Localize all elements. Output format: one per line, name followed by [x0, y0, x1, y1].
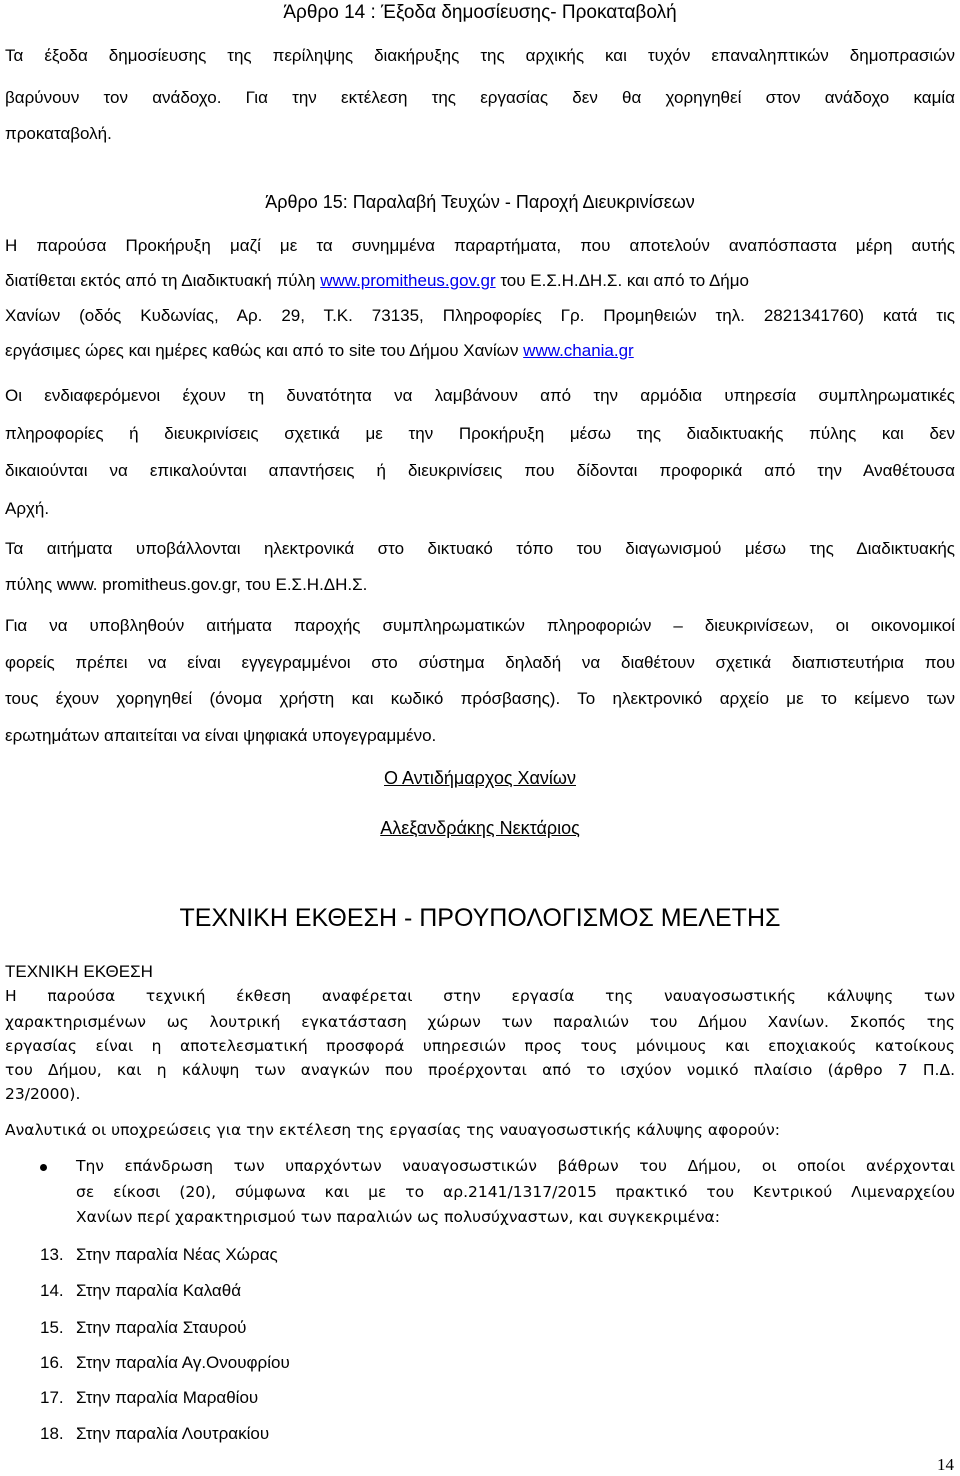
article-15-text-line: τους έχουν χορηγηθεί (όνομα χρήστη και κωδικό πρόσβασης). Το ηλεκτρονικό αρχείο με το κείμενο των [5, 689, 955, 708]
bullet-text-line: σε είκοσι (20), σύμφωνα και με το αρ.2141/1317/2015 πρακτικό του Κεντρικού Λιμεναρχείου [76, 1183, 955, 1201]
article-15-text-line: Τα αιτήματα υποβάλλονται ηλεκτρονικά στο δικτυακό τόπο του διαγωνισμού μέσω της Διαδικτυακής [5, 539, 955, 558]
beach-item [40, 1318, 246, 1338]
article-15-text: εργάσιμες ώρες και ημέρες καθώς και από το site του Δήμου Χανίων [5, 341, 524, 360]
beach-item [40, 1353, 290, 1373]
beach-item [40, 1388, 258, 1408]
article-15-text-line: δικαιούνται να επικαλούνται απαντήσεις ή διευκρινίσεις που δίδονται προφορικά από την Αναθέτουσα [5, 461, 955, 480]
beach-item [40, 1281, 241, 1301]
signature-name: Αλεξανδράκης Νεκτάριος [380, 818, 580, 838]
report-text-line: Αναλυτικά οι υποχρεώσεις για την εκτέλεση της εργασίας της ναυαγοσωστικής κάλυψης αφορούν: [5, 1121, 781, 1139]
article-15-text-line: φορείς πρέπει να είναι εγγεγραμμένοι στο σύστημα δηλαδή να διαθέτουν σχετικά διαπιστευτήρια που [5, 653, 955, 672]
article-14-text-line: Τα έξοδα δημοσίευσης της περίληψης διακήρυξης της αρχικής και τυχόν επαναληπτικών δημοπρασιών [5, 46, 955, 65]
article-14-text-line: βαρύνουν τον ανάδοχο. Για την εκτέλεση της εργασίας δεν θα χορηγηθεί στον ανάδοχο καμία [5, 88, 955, 107]
chania-link[interactable]: www.chania.gr [523, 341, 634, 360]
article-15-text-line [5, 271, 955, 291]
bullet-text-line: Χανίων περί χαρακτηρισμού των παραλιών ως πολυσύχναστων, και συγκεκριμένα: [76, 1208, 720, 1226]
report-text-line: χαρακτηρισμένων ως λουτρική εγκατάσταση χώρων των παραλιών του Δήμου Χανίων. Σκοπός της [5, 1013, 955, 1031]
beach-number: 14. [40, 1281, 64, 1300]
beach-text: Στην παραλία Μαραθίου [76, 1388, 259, 1407]
bullet-text-line: Την επάνδρωση των υπαρχόντων ναυαγοσωστικών βάθρων του Δήμου, οι οποίοι ανέρχονται [76, 1157, 955, 1175]
beach-number: 18. [40, 1424, 64, 1443]
report-text-line: Η παρούσα τεχνική έκθεση αναφέρεται στην εργασία της ναυαγοσωστικής κάλυψης των [5, 987, 955, 1005]
article-15-text: του Ε.Σ.Η.ΔΗ.Σ. και από το Δήμο [495, 271, 750, 290]
article-15-text-line: Για να υποβληθούν αιτήματα παροχής συμπληρωματικών πληροφοριών – διευκρινίσεων, οι οικονομικοί [5, 616, 955, 635]
article-14-title: Άρθρο 14 : Έξοδα δημοσίευσης- Προκαταβολή [283, 2, 677, 23]
report-text-line: του Δήμου, και η κάλυψη των αναγκών που προέρχονται από το ισχύον νομικό πλαίσιο (άρθρο 7 Π.Δ. [5, 1061, 955, 1079]
bullet-icon [40, 1164, 47, 1171]
beach-item [40, 1424, 269, 1444]
article-15-text-line: πύλης www. promitheus.gov.gr, του Ε.Σ.Η.ΔΗ.Σ. [5, 575, 368, 594]
promitheus-link[interactable]: www.promitheus.gov.gr [320, 271, 496, 290]
beach-number: 17. [40, 1388, 64, 1407]
beach-number: 16. [40, 1353, 64, 1372]
beach-text: Στην παραλία Σταυρού [76, 1318, 247, 1337]
beach-text: Στην παραλία Αγ.Ονουφρίου [76, 1353, 290, 1372]
beach-number: 13. [40, 1245, 64, 1264]
report-main-title: ΤΕΧΝΙΚΗ ΕΚΘΕΣΗ - ΠΡΟΥΠΟΛΟΓΙΣΜΟΣ ΜΕΛΕΤΗΣ [179, 904, 781, 932]
beach-text: Στην παραλία Καλαθά [76, 1281, 242, 1300]
article-15-text: διατίθεται εκτός από τη Διαδικτυακή πύλη [5, 271, 321, 290]
article-15-text-line: Χανίων (οδός Κυδωνίας, Αρ. 29, Τ.Κ. 73135, Πληροφορίες Γρ. Προμηθειών τηλ. 2821341760) κατά τις [5, 306, 955, 325]
article-15-text-line: πληροφορίες ή διευκρινίσεις σχετικά με την Προκήρυξη μέσω της διαδικτυακής πύλης και δεν [5, 424, 955, 443]
beach-text: Στην παραλία Λουτρακίου [76, 1424, 270, 1443]
article-15-title: Άρθρο 15: Παραλαβή Τευχών - Παροχή Διευκρινίσεων [265, 192, 695, 212]
article-15-text-line: Οι ενδιαφερόμενοι έχουν τη δυνατότητα να λαμβάνουν από την αρμόδια υπηρεσία συμπληρωματικές [5, 386, 955, 405]
article-15-text-line: Η παρούσα Προκήρυξη μαζί με τα συνημμένα παραρτήματα, που αποτελούν αναπόσπαστα μέρη αυτής [5, 236, 955, 255]
beach-item [40, 1245, 278, 1265]
article-14-text-line: προκαταβολή. [5, 124, 112, 143]
article-15-text-line [5, 341, 955, 361]
article-15-text-line: ερωτημάτων απαιτείται να είναι ψηφιακά υπογεγραμμένο. [5, 726, 437, 745]
report-text-line: 23/2000). [5, 1085, 81, 1103]
beach-number: 15. [40, 1318, 64, 1337]
beach-text: Στην παραλία Νέας Χώρας [76, 1245, 278, 1264]
report-text-line: εργασίας είναι η αποτελεσματική προσφορά υπηρεσιών προς τους μόνιμους και εποχιακούς κατοίκους [5, 1037, 955, 1055]
report-sub-title: ΤΕΧΝΙΚΗ ΕΚΘΕΣΗ [5, 962, 153, 981]
page-number: 14 [937, 1455, 954, 1474]
signature-role: Ο Αντιδήμαρχος Χανίων [384, 768, 576, 788]
article-15-text-line: Αρχή. [5, 499, 50, 518]
